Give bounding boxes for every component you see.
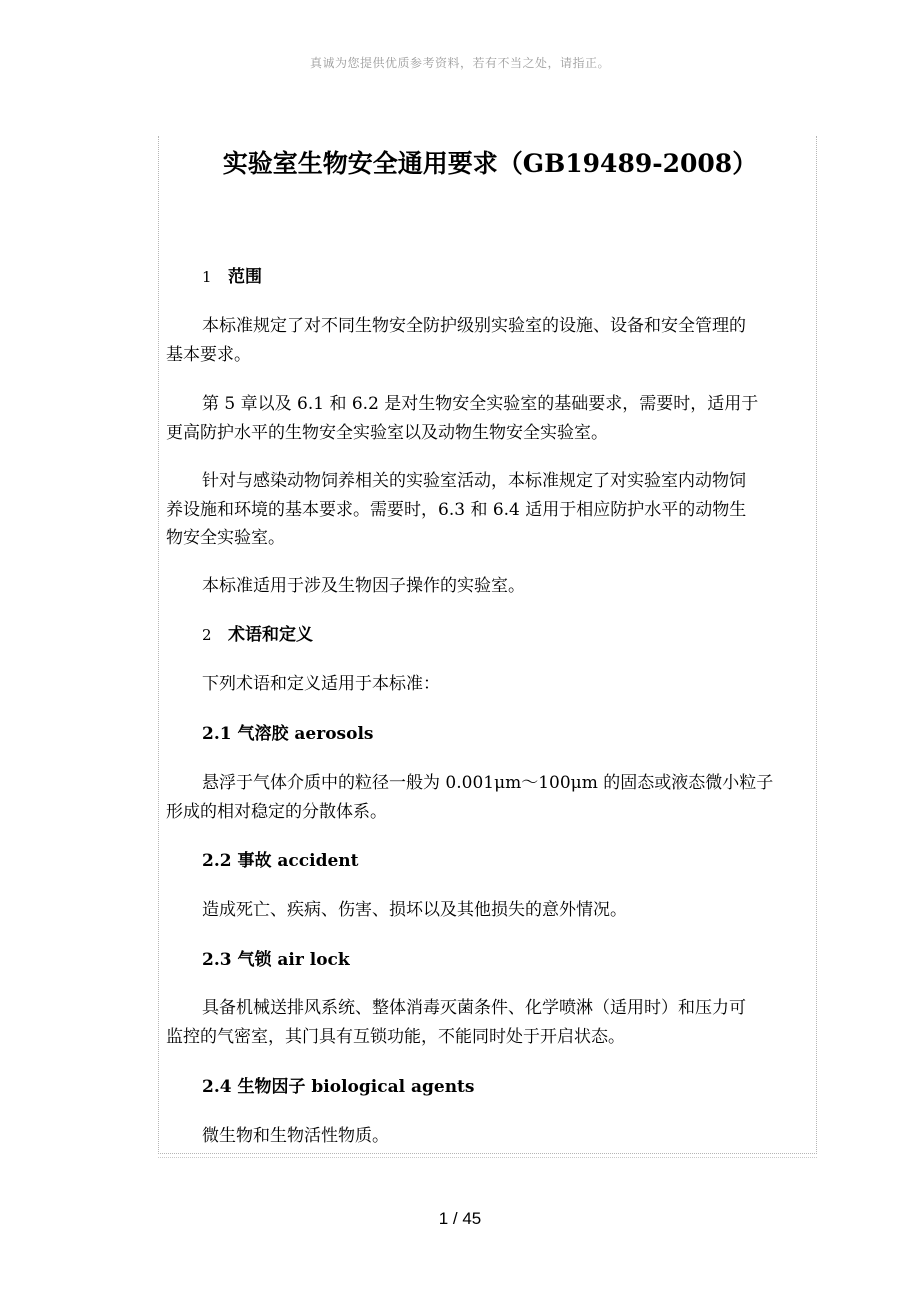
watermark-text: 真诚为您提供优质参考资料，若有不当之处，请指正。	[309, 56, 610, 70]
paragraph-line: 具备机械送排风系统、整体消毒灭菌条件、化学喷淋（适用时）和压力可	[202, 998, 746, 1018]
paragraph-line: 第 5 章以及 6.1 和 6.2 是对生物安全实验室的基础要求，需要时，适用于	[202, 394, 759, 414]
paragraph-line: 造成死亡、疾病、伤害、损坏以及其他损失的意外情况。	[202, 900, 627, 920]
paragraph-line: 养设施和环境的基本要求。需要时，6.3 和 6.4 适用于相应防护水平的动物生	[166, 500, 747, 520]
section-title: 范围	[228, 267, 262, 287]
section-number: 2	[202, 626, 212, 644]
term-heading-2-3: 2.3 气锁 air lock	[202, 950, 350, 970]
paragraph-line: 本标准适用于涉及生物因子操作的实验室。	[202, 576, 525, 596]
term-heading-2-4: 2.4 生物因子 biological agents	[202, 1077, 475, 1097]
document-title: 实验室生物安全通用要求（GB19489-2008）	[222, 149, 758, 178]
paragraph-line: 形成的相对稳定的分散体系。	[166, 802, 387, 822]
paragraph-line: 物安全实验室。	[166, 528, 285, 548]
paragraph-line: 监控的气密室，其门具有互锁功能，不能同时处于开启状态。	[166, 1027, 625, 1047]
section-number: 1	[202, 268, 212, 286]
paragraph-line: 悬浮于气体介质中的粒径一般为 0.001μm～100μm 的固态或液态微小粒子	[202, 773, 774, 793]
page-number: 1 / 45	[438, 1209, 482, 1228]
section-heading-1	[166, 262, 850, 292]
section-title: 术语和定义	[228, 625, 313, 645]
section-heading-2	[166, 620, 850, 650]
paragraph-line: 针对与感染动物饲养相关的实验室活动，本标准规定了对实验室内动物饲	[202, 471, 746, 491]
paragraph-line: 微生物和生物活性物质。	[202, 1126, 389, 1146]
paragraph-line: 本标准规定了对不同生物安全防护级别实验室的设施、设备和安全管理的	[202, 316, 746, 336]
term-heading-2-2: 2.2 事故 accident	[202, 851, 359, 871]
term-heading-2-1: 2.1 气溶胶 aerosols	[202, 724, 374, 744]
paragraph-line: 下列术语和定义适用于本标准：	[202, 674, 440, 694]
paragraph-line: 更高防护水平的生物安全实验室以及动物生物安全实验室。	[166, 423, 608, 443]
paragraph-line: 基本要求。	[166, 345, 251, 365]
